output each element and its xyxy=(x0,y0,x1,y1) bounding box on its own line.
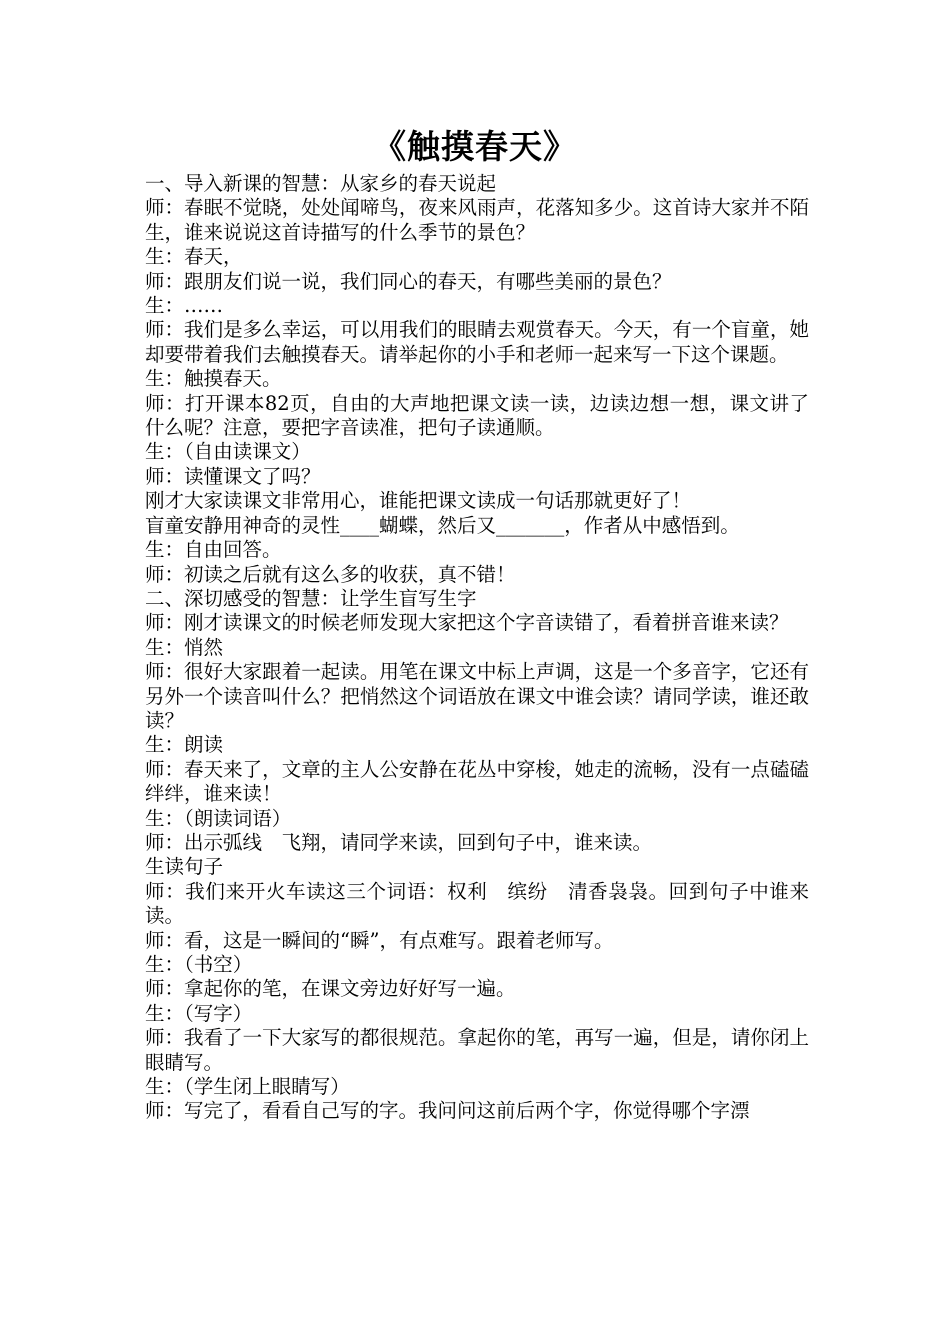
student-line: 生：（写字） xyxy=(145,1001,253,1025)
teacher-line: 师：读懂课文了吗？ xyxy=(145,464,321,488)
teacher-line: 师：春天来了，文章的主人公安静在花丛中穿梭，她走的流畅，没有一点磕磕绊绊，谁来读！ xyxy=(145,757,809,806)
section-heading: 一、导入新课的智慧：从家乡的春天说起 xyxy=(145,172,497,195)
student-line: 生：（自由读课文） xyxy=(145,440,311,464)
student-line: 生：…… xyxy=(145,294,224,318)
teacher-line: 师：很好大家跟着一起读。用笔在课文中标上声调，这是一个多音字，它还有另外一个读音叫什么？把悄然这个词语放在课文中谁会读？请同学读，谁还敢读？ xyxy=(145,660,809,732)
body-paragraph: 刚才大家读课文非常用心，谁能把课文读成一句话那就更好了！ xyxy=(145,489,692,513)
student-line: 生：（朗读词语） xyxy=(145,806,292,830)
section-heading: 二、深切感受的智慧：让学生盲写生字 xyxy=(145,586,477,610)
teacher-line: 师：我看了一下大家写的都很规范。拿起你的笔，再写一遍，但是，请你闭上眼睛写。 xyxy=(145,1026,809,1074)
student-line: 生：悄然 xyxy=(145,635,224,659)
student-line: 生：自由回答。 xyxy=(145,538,282,562)
student-line: 生：触摸春天。 xyxy=(145,367,282,391)
document-body xyxy=(145,172,809,1124)
teacher-line: 师：出示弧线 飞翔，请同学来读，回到句子中，谁来读。 xyxy=(145,830,653,854)
teacher-line: 师：拿起你的笔，在课文旁边好好写一遍。 xyxy=(145,977,516,1001)
teacher-line: 师：春眠不觉晓，处处闻啼鸟，夜来风雨声，花落知多少。这首诗大家并不陌生，谁来说说这首诗描写的什么季节的景色？ xyxy=(145,196,809,244)
student-line: 生：（书空） xyxy=(145,953,253,976)
student-line: 生：朗读 xyxy=(145,733,224,757)
teacher-line: 师：打开课本82页，自由的大声地把课文读一读，边读边想一想，课文讲了什么呢？注意，要把字音读准，把句子读通顺。 xyxy=(145,391,809,440)
document-title: 《触摸春天》 xyxy=(373,127,577,166)
teacher-line: 师：写完了，看看自己写的字。我问问这前后两个字，你觉得哪个字漂 xyxy=(145,1099,750,1123)
student-line: 生：（学生闭上眼睛写） xyxy=(145,1075,350,1099)
teacher-line: 师：跟朋友们说一说，我们同心的春天，有哪些美丽的景色？ xyxy=(145,269,672,293)
student-line: 生读句子 xyxy=(145,855,224,879)
fill-in-sentence: 盲童安静用神奇的灵性____蝴蝶，然后又_______，作者从中感悟到。 xyxy=(145,513,740,537)
teacher-line: 师：我们是多么幸运，可以用我们的眼睛去观赏春天。今天，有一个盲童，她却要带着我们去触摸春天。请举起你的小手和老师一起来写一下这个课题。 xyxy=(145,318,809,366)
teacher-line: 师：看，这是一瞬间的“瞬”，有点难写。跟着老师写。 xyxy=(145,928,614,952)
student-line: 生：春天， xyxy=(145,245,243,269)
teacher-line: 师：我们来开火车读这三个词语：权利 缤纷 清香袅袅。回到句子中谁来读。 xyxy=(145,879,809,928)
teacher-line: 师：刚才读课文的时候老师发现大家把这个字音读错了，看着拼音谁来读？ xyxy=(145,611,789,635)
teacher-line: 师：初读之后就有这么多的收获，真不错！ xyxy=(145,562,516,586)
